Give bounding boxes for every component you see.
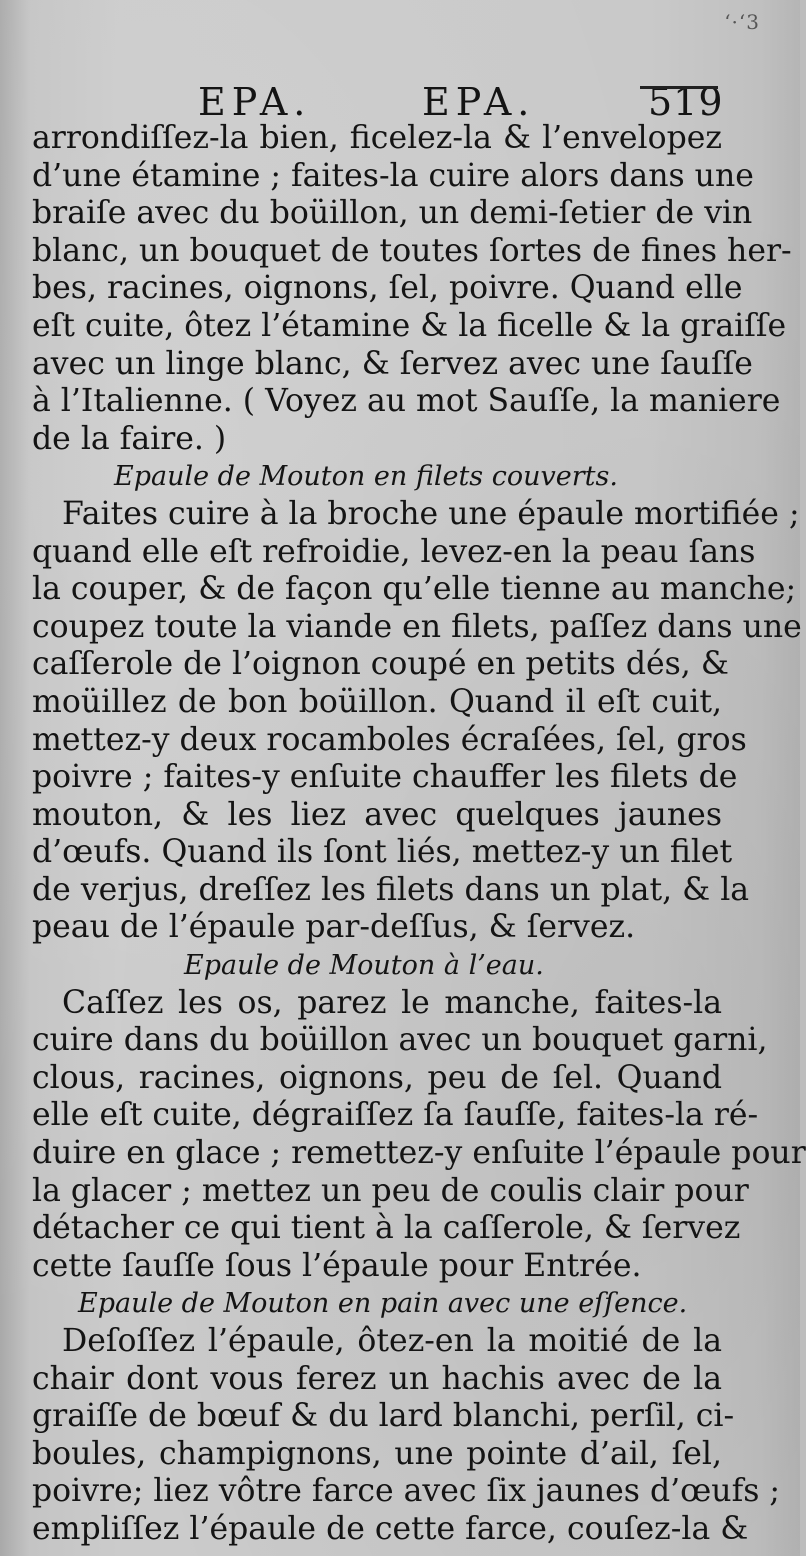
text-line: eſt cuite, ôtez l’étamine & la ficelle & la graiſſe [32, 307, 787, 344]
text-line: d’une étamine ; faites-la cuire alors dans une [32, 157, 754, 194]
text-line: détacher ce qui tient à la caſſerole, & ſervez [32, 1210, 741, 1247]
text-line: graiſſe de bœuf & du lard blanchi, perſil, ci- [32, 1398, 735, 1435]
text-line: caſſerole de l’oignon coupé en petits dés, & [32, 646, 729, 683]
text-line: empliſſez l’épaule de cette farce, couſez-la & [32, 1510, 749, 1547]
running-head-right: EPA. [422, 80, 536, 124]
corner-ink-mark: ʻ·ʻ3 [724, 10, 760, 34]
text-line: chair dont vous ferez un hachis avec de la [32, 1360, 722, 1397]
text-line: braiſe avec du boüillon, un demi-ſetier de vin [32, 195, 753, 232]
text-line: cuire dans du boüillon avec un bouquet garni, [32, 1022, 768, 1059]
text-line: clous, racines, oignons, peu de ſel. Quand [32, 1059, 722, 1096]
text-line: de la faire. ) [32, 420, 227, 457]
section-heading: Epaule de Mouton à l’eau. [184, 950, 544, 982]
text-line: quand elle eſt refroidie, levez-en la peau ſans [32, 533, 756, 570]
text-line: boules, champignons, une pointe d’ail, ſel, [32, 1435, 722, 1472]
text-line: d’œufs. Quand ils ſont liés, mettez-y un filet [32, 834, 733, 871]
text-line: coupez toute la viande en filets, paſſez dans une [32, 608, 802, 645]
text-line: Deſoſſez l’épaule, ôtez-en la moitié de la [62, 1323, 722, 1359]
text-line: poivre; liez vôtre farce avec ſix jaunes d’œufs ; [32, 1473, 781, 1510]
text-line: la couper, & de façon qu’elle tienne au manche; [32, 571, 797, 608]
text-line: mouton, & les liez avec quelques jaunes [32, 796, 722, 833]
text-line: elle eſt cuite, dégraiſſez ſa ſauſſe, faites-la ré- [32, 1097, 759, 1134]
text-line: peau de l’épaule par-deſſus, & ſervez. [32, 909, 636, 946]
text-line: mettez-y deux rocamboles écraſées, ſel, gros [32, 721, 747, 758]
text-line: duire en glace ; remettez-y enſuite l’épaule pour [32, 1135, 806, 1172]
text-line: blanc, un bouquet de toutes ſortes de fines her- [32, 232, 792, 269]
text-line: à l’Italienne. ( Voyez au mot Sauſſe, la maniere [32, 383, 781, 420]
running-head-left: EPA. [198, 80, 312, 124]
text-body [32, 120, 806, 1549]
section-heading: Epaule de Mouton en filets couverts. [114, 461, 618, 493]
text-line: cette ſauſſe ſous l’épaule pour Entrée. [32, 1247, 642, 1284]
text-line: Caſſez les os, parez le manche, faites-la [62, 984, 722, 1021]
text-line: arrondiſſez-la bien, ficelez-la & l’envelopez [32, 120, 722, 156]
text-line: bes, racines, oignons, ſel, poivre. Quand elle [32, 270, 743, 307]
text-line: avec un linge blanc, & ſervez avec une ſauſſe [32, 345, 753, 382]
page-number: 519 [648, 80, 724, 124]
text-line: la glacer ; mettez un peu de coulis clair pour [32, 1172, 749, 1209]
text-line: poivre ; faites-y enſuite chauffer les filets de [32, 759, 738, 796]
page-number-rule [640, 86, 718, 89]
text-line: de verjus, dreſſez les filets dans un plat, & la [32, 871, 750, 908]
text-line: Faites cuire à la broche une épaule mortifiée ; [62, 495, 800, 532]
text-line: moüillez de bon boüillon. Quand il eſt cuit, [32, 683, 722, 720]
section-heading: Epaule de Mouton en pain avec une eſſence. [78, 1288, 688, 1320]
